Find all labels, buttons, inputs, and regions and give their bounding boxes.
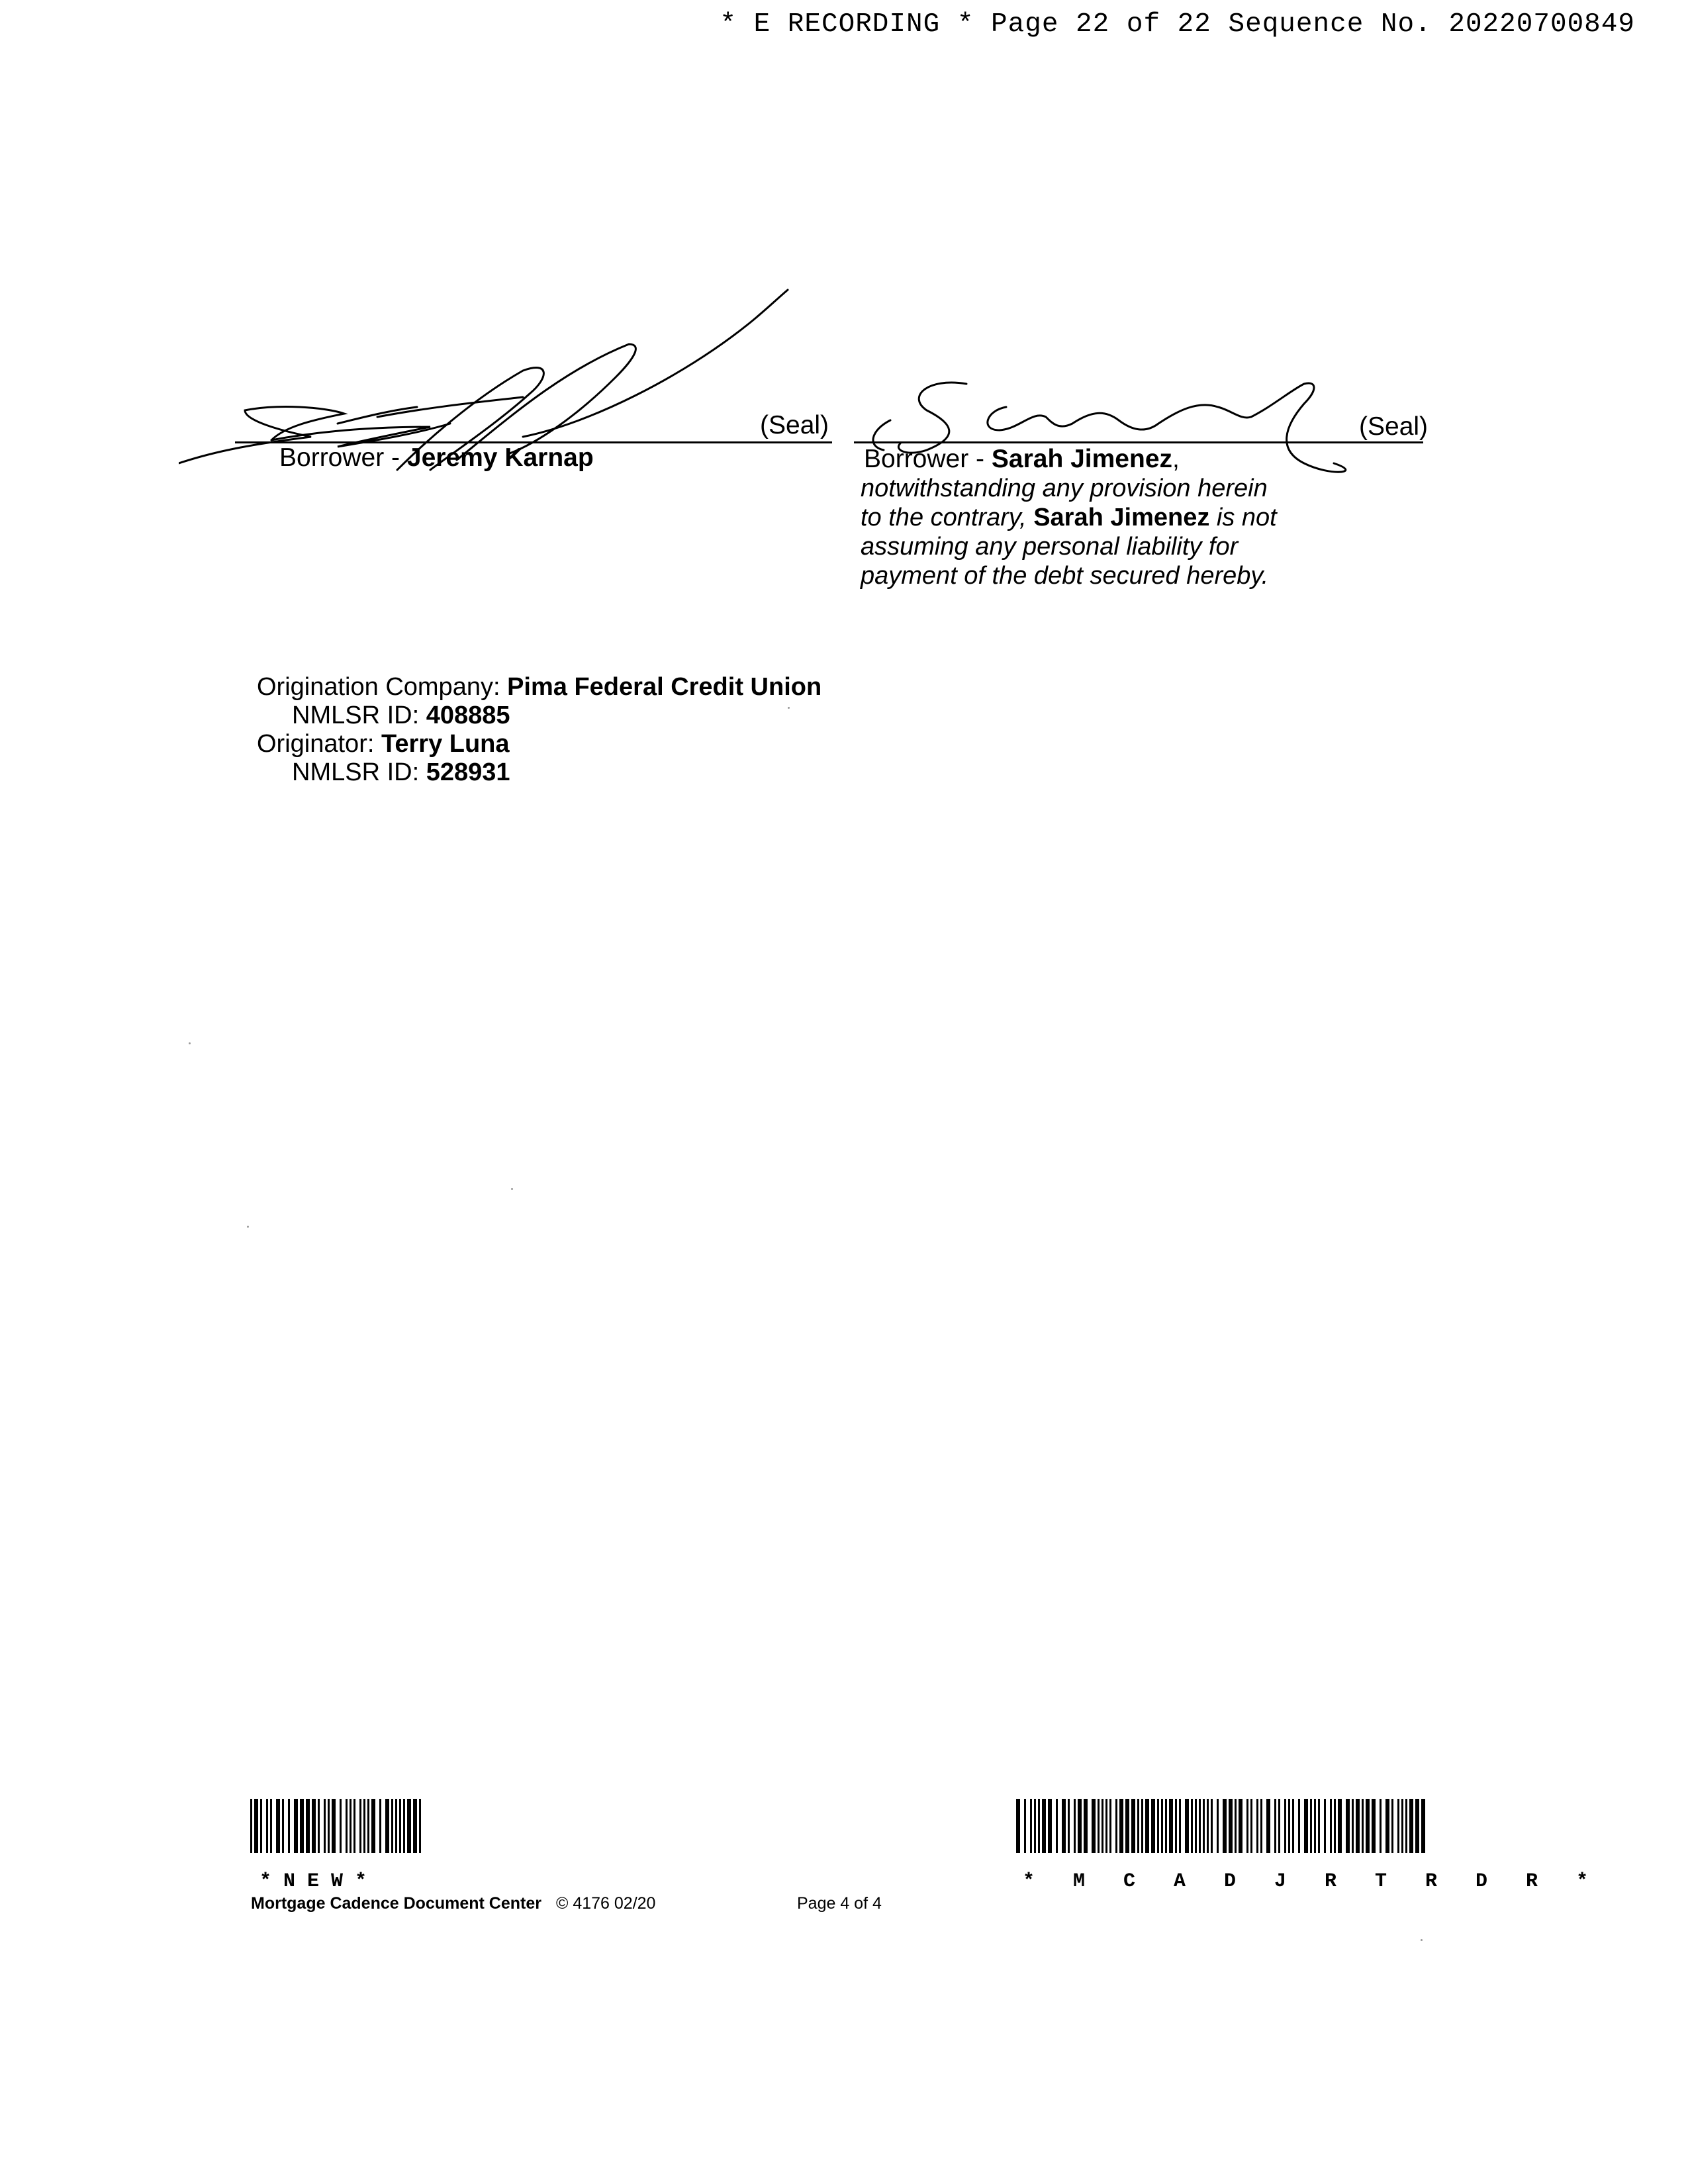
signature-line-2 bbox=[854, 441, 1423, 443]
barcode-bar bbox=[1092, 1799, 1096, 1853]
barcode-bar bbox=[1223, 1799, 1227, 1853]
barcode-bar bbox=[340, 1799, 342, 1853]
barcode-bar bbox=[250, 1799, 252, 1853]
barcode-bar bbox=[288, 1799, 290, 1853]
barcode-bar bbox=[1151, 1799, 1155, 1853]
barcode-bar bbox=[1239, 1799, 1243, 1853]
origination-company-line bbox=[257, 673, 821, 702]
barcode-bar bbox=[1372, 1799, 1376, 1853]
barcode-bar bbox=[1338, 1799, 1342, 1853]
barcode-bar bbox=[1203, 1799, 1205, 1853]
barcode-right-bars bbox=[1016, 1799, 1427, 1853]
origination-info bbox=[257, 673, 821, 787]
barcode-bar bbox=[1131, 1799, 1135, 1853]
barcode-bar bbox=[1175, 1799, 1177, 1853]
barcode-bar bbox=[1078, 1799, 1082, 1853]
barcode-left-bars bbox=[250, 1799, 422, 1853]
barcode-bar bbox=[1038, 1799, 1040, 1853]
barcode-bar bbox=[294, 1799, 298, 1853]
barcode-bar bbox=[260, 1799, 262, 1853]
barcode-bar bbox=[1235, 1799, 1237, 1853]
barcode-bar bbox=[324, 1799, 326, 1853]
originator-name: Terry Luna bbox=[381, 730, 510, 758]
barcode-bar bbox=[254, 1799, 258, 1853]
barcode-bar bbox=[1405, 1799, 1407, 1853]
barcode-bar bbox=[1016, 1799, 1020, 1853]
barcode-bar bbox=[1024, 1799, 1026, 1853]
barcode-bar bbox=[1115, 1799, 1117, 1853]
barcode-bar bbox=[1074, 1799, 1076, 1853]
barcode-bar bbox=[403, 1799, 405, 1853]
barcode-bar bbox=[312, 1799, 316, 1853]
liability-note-part2: is not assuming any personal liability for payment of the debt secured hereby. bbox=[861, 504, 1277, 590]
barcode-bar bbox=[1105, 1799, 1107, 1853]
barcode-bar bbox=[1391, 1799, 1393, 1853]
barcode-bar bbox=[1304, 1799, 1308, 1853]
barcode-bar bbox=[1068, 1799, 1070, 1853]
barcode-bar bbox=[1195, 1799, 1197, 1853]
barcode-bar bbox=[1048, 1799, 1052, 1853]
barcode-bar bbox=[1141, 1799, 1143, 1853]
borrower-name-1: Jeremy Karnap bbox=[406, 443, 594, 472]
barcode-bar bbox=[1246, 1799, 1248, 1853]
footer-document-center bbox=[251, 1894, 655, 1913]
barcode-bar bbox=[1217, 1799, 1219, 1853]
scan-speck bbox=[511, 1188, 513, 1190]
barcode-bar bbox=[385, 1799, 389, 1853]
borrower-name-2: Sarah Jimenez bbox=[991, 445, 1173, 473]
originator-label: Originator: bbox=[257, 730, 381, 758]
barcode-bar bbox=[1229, 1799, 1233, 1853]
barcode-left bbox=[250, 1799, 422, 1853]
barcode-bar bbox=[300, 1799, 304, 1853]
barcode-bar bbox=[1256, 1799, 1258, 1853]
barcode-bar bbox=[1366, 1799, 1370, 1853]
barcode-bar bbox=[1185, 1799, 1189, 1853]
barcode-bar bbox=[1356, 1799, 1360, 1853]
barcode-bar bbox=[1084, 1799, 1088, 1853]
barcode-bar bbox=[407, 1799, 411, 1853]
scan-speck bbox=[189, 1042, 191, 1044]
barcode-bar bbox=[1145, 1799, 1149, 1853]
barcode-bar bbox=[1098, 1799, 1100, 1853]
barcode-bar bbox=[1362, 1799, 1364, 1853]
company-nmlsr-id: 408885 bbox=[426, 702, 510, 729]
barcode-bar bbox=[1157, 1799, 1159, 1853]
barcode-right-text: * M C A D J R T R D R * bbox=[1023, 1870, 1602, 1893]
barcode-bar bbox=[1318, 1799, 1320, 1853]
barcode-bar bbox=[1334, 1799, 1336, 1853]
barcode-bar bbox=[1314, 1799, 1316, 1853]
barcode-bar bbox=[346, 1799, 348, 1853]
barcode-bar bbox=[1288, 1799, 1290, 1853]
barcode-bar bbox=[1125, 1799, 1129, 1853]
barcode-bar bbox=[1415, 1799, 1419, 1853]
borrower-caption-1 bbox=[279, 443, 594, 473]
liability-note-name: Sarah Jimenez bbox=[1033, 504, 1210, 531]
barcode-bar bbox=[318, 1799, 320, 1853]
barcode-bar bbox=[1298, 1799, 1300, 1853]
form-number: © 4176 02/20 bbox=[555, 1894, 656, 1913]
originator-nmlsr-label: NMLSR ID: bbox=[292, 758, 426, 786]
barcode-bar bbox=[391, 1799, 393, 1853]
barcode-bar bbox=[1169, 1799, 1173, 1853]
barcode-bar bbox=[1330, 1799, 1332, 1853]
borrower-role-1: Borrower - bbox=[279, 443, 407, 472]
barcode-left-text: * N E W * bbox=[259, 1870, 367, 1893]
origination-company-name: Pima Federal Credit Union bbox=[507, 673, 822, 701]
originator-line bbox=[257, 730, 821, 758]
barcode-bar bbox=[276, 1799, 280, 1853]
barcode-bar bbox=[367, 1799, 369, 1853]
barcode-bar bbox=[328, 1799, 330, 1853]
borrower-role-2: Borrower - bbox=[864, 445, 992, 473]
barcode-bar bbox=[1421, 1799, 1425, 1853]
barcode-bar bbox=[353, 1799, 355, 1853]
barcode-bar bbox=[350, 1799, 352, 1853]
barcode-bar bbox=[282, 1799, 284, 1853]
barcode-bar bbox=[1042, 1799, 1046, 1853]
barcode-bar bbox=[1056, 1799, 1058, 1853]
barcode-bar bbox=[1266, 1799, 1270, 1853]
barcode-bar bbox=[1179, 1799, 1181, 1853]
originator-nmlsr-line bbox=[257, 758, 821, 787]
barcode-bar bbox=[1109, 1799, 1111, 1853]
barcode-bar bbox=[1397, 1799, 1399, 1853]
barcode-bar bbox=[1278, 1799, 1280, 1853]
barcode-bar bbox=[1260, 1799, 1262, 1853]
barcode-bar bbox=[1346, 1799, 1350, 1853]
barcode-bar bbox=[306, 1799, 310, 1853]
seal-label-1: (Seal) bbox=[760, 411, 829, 439]
barcode-bar bbox=[1199, 1799, 1201, 1853]
barcode-bar bbox=[371, 1799, 375, 1853]
origination-company-label: Origination Company: bbox=[257, 673, 508, 701]
barcode-bar bbox=[395, 1799, 397, 1853]
borrower-name-suffix-2: , bbox=[1172, 445, 1180, 473]
footer-page-number: Page 4 of 4 bbox=[797, 1894, 882, 1913]
liability-note-part1: notwithstanding any provision herein to the contrary, bbox=[861, 475, 1268, 531]
barcode-bar bbox=[363, 1799, 365, 1853]
barcode-bar bbox=[1102, 1799, 1103, 1853]
barcode-bar bbox=[359, 1799, 361, 1853]
scan-speck bbox=[788, 707, 790, 709]
barcode-bar bbox=[1324, 1799, 1326, 1853]
barcode-bar bbox=[1401, 1799, 1403, 1853]
barcode-bar bbox=[1165, 1799, 1167, 1853]
barcode-bar bbox=[1352, 1799, 1354, 1853]
barcode-bar bbox=[1211, 1799, 1213, 1853]
barcode-bar bbox=[1292, 1799, 1294, 1853]
barcode-bar bbox=[1119, 1799, 1123, 1853]
barcode-bar bbox=[1409, 1799, 1413, 1853]
scan-speck bbox=[1421, 1939, 1423, 1941]
barcode-right bbox=[1016, 1799, 1427, 1853]
barcode-bar bbox=[1385, 1799, 1389, 1853]
origination-company-nmlsr-line bbox=[257, 702, 821, 730]
barcode-bar bbox=[1207, 1799, 1209, 1853]
borrower-caption-2 bbox=[864, 445, 1180, 474]
barcode-bar bbox=[1137, 1799, 1139, 1853]
barcode-bar bbox=[270, 1799, 272, 1853]
barcode-bar bbox=[419, 1799, 421, 1853]
barcode-bar bbox=[1161, 1799, 1163, 1853]
barcode-bar bbox=[1034, 1799, 1036, 1853]
barcode-bar bbox=[1380, 1799, 1382, 1853]
barcode-bar bbox=[1284, 1799, 1286, 1853]
barcode-bar bbox=[1191, 1799, 1193, 1853]
barcode-bar bbox=[379, 1799, 381, 1853]
barcode-bar bbox=[332, 1799, 336, 1853]
liability-note bbox=[861, 474, 1284, 590]
barcode-bar bbox=[399, 1799, 401, 1853]
barcode-bar bbox=[266, 1799, 268, 1853]
barcode-bar bbox=[1062, 1799, 1066, 1853]
barcode-bar bbox=[413, 1799, 417, 1853]
barcode-bar bbox=[1310, 1799, 1312, 1853]
recording-header: * E RECORDING * Page 22 of 22 Sequence No. 20220700849 bbox=[720, 9, 1635, 40]
barcode-bar bbox=[1274, 1799, 1276, 1853]
originator-nmlsr-id: 528931 bbox=[426, 758, 510, 786]
document-center-label: Mortgage Cadence Document Center bbox=[251, 1894, 541, 1913]
barcode-bar bbox=[1250, 1799, 1252, 1853]
scan-speck bbox=[247, 1226, 249, 1228]
company-nmlsr-label: NMLSR ID: bbox=[292, 702, 426, 729]
barcode-bar bbox=[1030, 1799, 1032, 1853]
seal-label-2: (Seal) bbox=[1359, 412, 1429, 441]
